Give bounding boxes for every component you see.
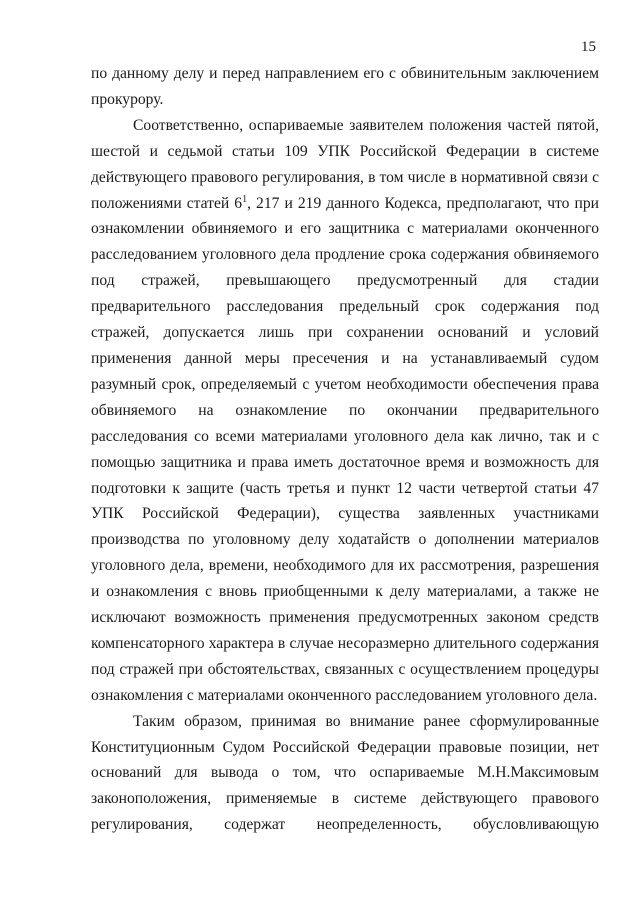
paragraph-accordingly-text-end: , 217 и 219 данного Кодекса, предполагают, что при ознакомлении обвиняемого и его защитника с материалами оконченного расследованием уголовного дела продление срока содержания обвиняемого под стражей, превышающего предусмотренный для стадии предварительного расследования предельный срок содержания под стражей, допускается лишь при сохранении оснований и условий применения данной меры пресечения и на устанавливаемый судом разумный срок, определяемый с учетом необходимости обеспечения права обвиняемого на ознакомление по окончании предварительного расследования со всеми материалами уголовного дела как лично, так и с помощью защитника и права иметь достаточное время и возможность для подготовки к защите (часть третья и пункт 12 части четвертой статьи 47 УПК Российской Федерации), существа заявленных участниками производства по уголовному делу ходатайств о дополнении материалов уголовного дела, времени, необходимого для их рассмотрения, разрешения и ознакомления с вновь приобщенными к делу материалами, а также не исключают возможность применения предусмотренных законом средств компенсаторного характера в случае несоразмерно длительного содержания под стражей при обстоятельствах, связанных с осуществлением процедуры ознакомления с материалами оконченного расследованием уголовного дела. [91, 194, 599, 704]
paragraph-continuation: по данному делу и перед направлением его с обвинительным заключением прокурору. [91, 65, 599, 108]
paragraph-accordingly-text-start: Соответственно, оспариваемые заявителем положения частей пятой, шестой и седьмой статьи 109 УПК Российской Федерации в системе действующего правового регулирования, в том числе в нормативной связи с положениями статей 6 [91, 116, 599, 212]
paragraph-accordingly [91, 113, 599, 709]
paragraph-thus: Таким образом, принимая во внимание ранее сформулированные Конституционным Судом Российской Федерации правовые позиции, нет оснований для вывода о том, что оспариваемые М.Н.Максимовым законоположения, применяемые в системе действующего правового регулирования, содержат неопределенность, обусловливающую [91, 712, 599, 834]
page-number: 15 [581, 39, 596, 55]
body-text [91, 61, 599, 838]
article-superscript: 1 [242, 193, 248, 205]
